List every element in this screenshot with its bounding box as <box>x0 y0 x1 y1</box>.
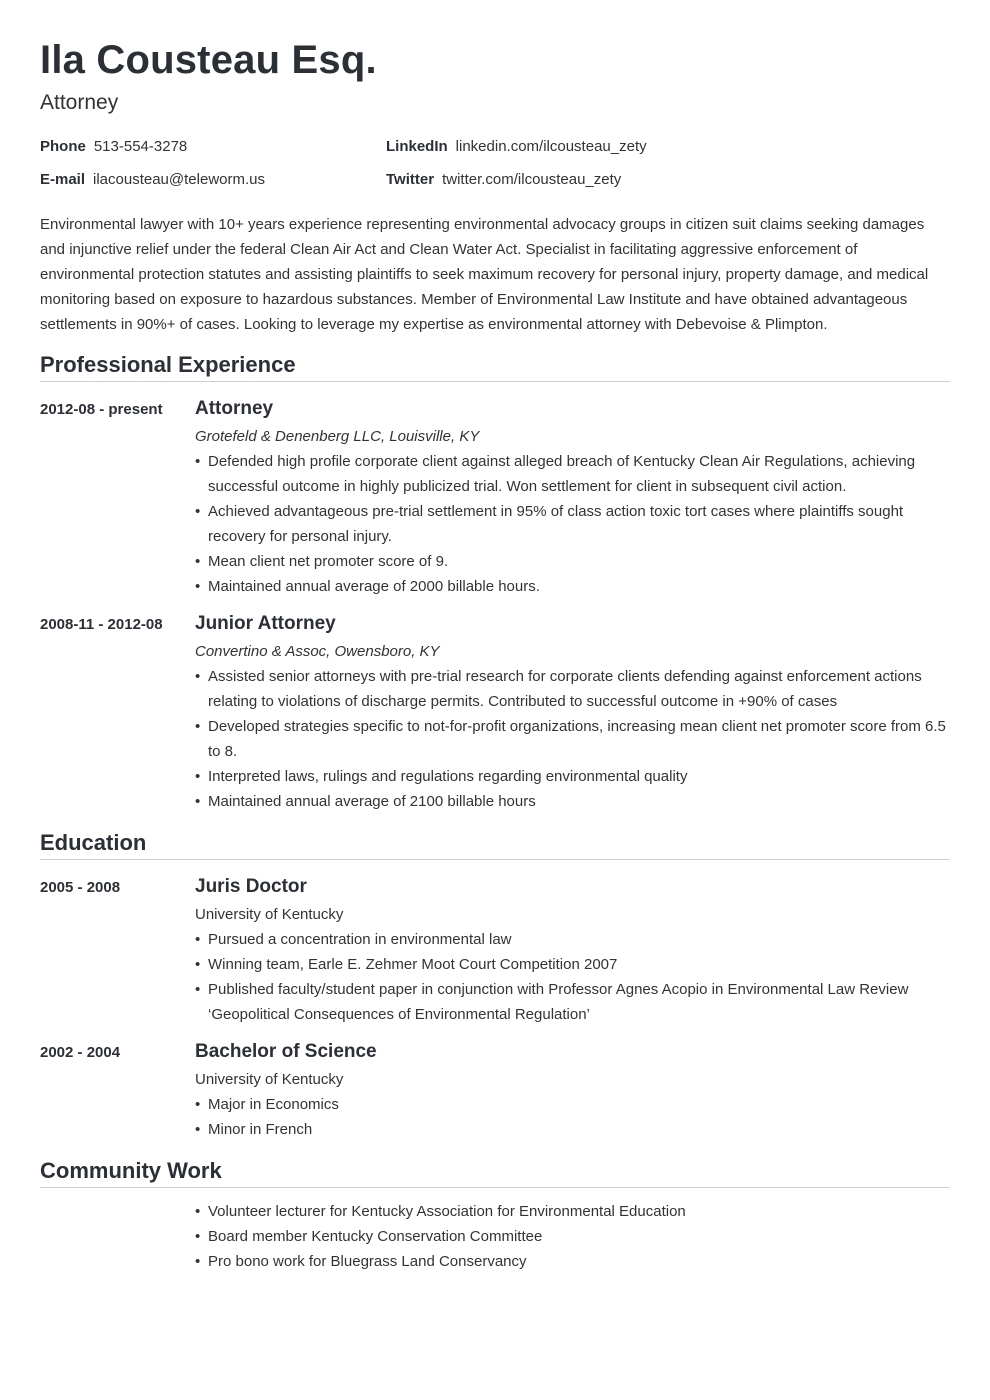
company-name: Convertino & Assoc, Owensboro, KY <box>195 643 440 660</box>
bullet-icon: • <box>195 1121 201 1138</box>
bullet-icon: • <box>195 768 201 785</box>
bullet-item: • Developed strategies specific to not-for-profit organizations, increasing mean client net promoter score from 6.5 to 8. <box>195 714 950 764</box>
bullet-item: • Published faculty/student paper in conjunction with Professor Agnes Acopio in Environmental Law Review ‘Geopolitical Consequences of Environmental Regulation’ <box>195 977 950 1027</box>
bullet-list <box>195 1199 950 1274</box>
contact-linkedin <box>386 138 647 155</box>
bullet-item: • Pro bono work for Bluegrass Land Conservancy <box>195 1249 950 1274</box>
bullet-item: • Major in Economics <box>195 1092 950 1117</box>
phone-value: 513-554-3278 <box>93 138 188 155</box>
bullet-list <box>195 927 950 1027</box>
linkedin-label: LinkedIn <box>386 138 448 155</box>
linkedin-value: linkedin.com/ilcousteau_zety <box>455 138 647 155</box>
bullet-item: • Achieved advantageous pre-trial settlement in 95% of class action toxic tort cases where plaintiffs sought recovery for personal injury. <box>195 499 950 549</box>
bullet-icon: • <box>195 1096 201 1113</box>
entry-date: 2008-11 - 2012-08 <box>40 616 163 633</box>
bullet-icon: • <box>195 1253 201 1270</box>
entry-date: 2005 - 2008 <box>40 879 121 896</box>
twitter-value: twitter.com/ilcousteau_zety <box>442 171 622 188</box>
bullet-icon: • <box>195 931 201 948</box>
phone-label: Phone <box>40 138 86 155</box>
company-name: Grotefeld & Denenberg LLC, Louisville, KY <box>195 428 480 445</box>
bullet-item: • Maintained annual average of 2000 billable hours. <box>195 574 950 599</box>
bullet-item: • Maintained annual average of 2100 billable hours <box>195 789 950 814</box>
school-name: University of Kentucky <box>195 906 344 923</box>
bullet-icon: • <box>195 1228 201 1245</box>
email-label: E-mail <box>40 171 86 188</box>
bullet-icon: • <box>195 503 201 520</box>
bullet-item: • Defended high profile corporate client against alleged breach of Kentucky Clean Air Regulations, achieving successful outcome in highly publicized trial. Won settlement for client in subsequent civil action. <box>195 449 950 499</box>
bullet-icon: • <box>195 578 201 595</box>
bullet-list <box>195 449 950 599</box>
bullet-icon: • <box>195 668 201 685</box>
contact-email <box>40 171 265 188</box>
bullet-item: • Assisted senior attorneys with pre-trial research for corporate clients defending against enforcement actions relating to violations of discharge permits. Contributed to successful outcome in +90% of cases <box>195 664 950 714</box>
education-section-title: Education <box>40 830 950 860</box>
bullet-item: • Interpreted laws, rulings and regulations regarding environmental quality <box>195 764 950 789</box>
bullet-icon: • <box>195 1203 201 1220</box>
entry-date: 2012-08 - present <box>40 401 163 418</box>
entry-body <box>195 876 950 1027</box>
contact-twitter <box>386 171 621 188</box>
bullet-item: • Board member Kentucky Conservation Committee <box>195 1224 950 1249</box>
bullet-icon: • <box>195 793 201 810</box>
bullet-icon: • <box>195 553 201 570</box>
bullet-list <box>195 1092 950 1142</box>
candidate-role: Attorney <box>40 91 119 114</box>
candidate-name: Ila Cousteau Esq. <box>40 38 377 82</box>
bullet-item: • Minor in French <box>195 1117 950 1142</box>
entry-date: 2002 - 2004 <box>40 1044 121 1061</box>
bullet-item: • Winning team, Earle E. Zehmer Moot Court Competition 2007 <box>195 952 950 977</box>
community-section-title: Community Work <box>40 1158 950 1188</box>
experience-section-title: Professional Experience <box>40 352 950 382</box>
email-value: ilacousteau@teleworm.us <box>93 171 265 188</box>
bullet-icon: • <box>195 718 201 735</box>
entry-body <box>195 1199 950 1274</box>
school-name: University of Kentucky <box>195 1071 344 1088</box>
degree-title: Bachelor of Science <box>195 1041 377 1062</box>
entry-body <box>195 1041 950 1142</box>
degree-title: Juris Doctor <box>195 876 307 897</box>
bullet-item: • Volunteer lecturer for Kentucky Association for Environmental Education <box>195 1199 950 1224</box>
bullet-item: • Mean client net promoter score of 9. <box>195 549 950 574</box>
entry-body <box>195 613 950 814</box>
bullet-icon: • <box>195 453 201 470</box>
professional-summary: Environmental lawyer with 10+ years experience representing environmental advocacy groups in citizen suit claims seeking damages and injunctive relief under the federal Clean Air Act and Clean Water Act. Specialist in facilitating aggressive enforcement of environmental protection statutes and assisting plaintiffs to seek maximum recovery for personal injury, property damage, and medical monitoring based on exposure to hazardous substances. Member of Environmental Law Institute and have obtained advantageous settlements in 90%+ of cases. Looking to leverage my expertise as environmental attorney with Debevoise & Plimpton. <box>40 216 929 333</box>
bullet-icon: • <box>195 956 201 973</box>
twitter-label: Twitter <box>386 171 435 188</box>
bullet-item: • Pursued a concentration in environmental law <box>195 927 950 952</box>
job-title: Junior Attorney <box>195 613 336 634</box>
job-title: Attorney <box>195 398 274 419</box>
contact-phone <box>40 138 187 155</box>
entry-body <box>195 398 950 599</box>
bullet-list <box>195 664 950 814</box>
bullet-icon: • <box>195 981 201 998</box>
